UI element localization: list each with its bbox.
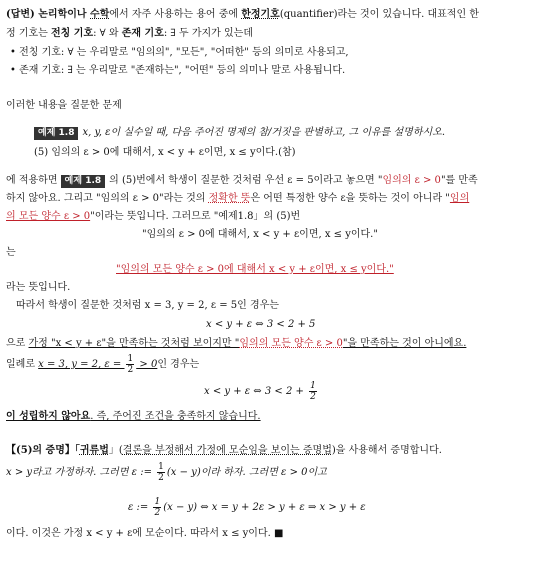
proof-text: (x − y)이라 하자. 그러면 ε > 0이고 — [166, 467, 327, 478]
intro-text: 에서 자주 사용하는 용어 중에 — [109, 9, 242, 20]
body-line-example: 따라서 학생이 질문한 것처럼 x = 3, y = 2, ε = 5인 경우는 — [16, 300, 279, 311]
body-line-1 — [6, 174, 478, 188]
highlight-text: 정확한 뜻 — [208, 193, 251, 204]
body-text-neun: 는 — [6, 247, 16, 258]
body-line-3 — [6, 210, 300, 224]
question-text: x, y, ε이 실수일 때, 다음 주어진 명제의 참/거짓을 판별하고, 그 이유를 설명하시오. — [82, 127, 446, 138]
example-badge: 예제 1.8 — [34, 127, 78, 140]
intro-text: 정 기호는 — [6, 28, 51, 39]
body-line-instance — [6, 354, 199, 376]
intro-line-1 — [6, 8, 479, 22]
highlight-text: 의 모든 양수 ε > 0 — [6, 211, 91, 222]
body-text: )을 사용해서 증명합니다. — [331, 445, 442, 456]
underline-text: x = 3, y = 2, ε = — [38, 359, 125, 370]
body-line-assumption — [6, 337, 466, 351]
proof-equation — [128, 496, 366, 520]
intro-line-2 — [6, 27, 253, 41]
body-text: "를 만족 — [440, 175, 478, 186]
existential-term: 존재 기호 — [121, 28, 164, 39]
body-text: 」( — [108, 445, 123, 456]
highlight-text: 임의의 모든 양수 ε > 0 — [239, 338, 343, 349]
body-text: 하지 않아요. 그리고 "임의의 ε > 0"라는 것의 — [6, 193, 209, 204]
frac-num: 1 — [158, 462, 164, 472]
fraction-half — [153, 497, 161, 518]
answer-label: (답변) 논리학이나 — [6, 9, 91, 20]
question-line-1 — [34, 126, 445, 140]
proof-text: x > y라고 가정하자. 그러면 ε := — [6, 467, 156, 478]
equation-text: (x − y) ⇔ x = y + 2ε > y + ε ⇒ x > y + ε — [163, 502, 366, 513]
intro-text: : ∃ 두 가지가 있는데 — [163, 28, 253, 39]
bold-underline-text: 이 성립하지 않아요 — [6, 411, 91, 422]
frac-num: 1 — [154, 497, 161, 507]
frac-den: 2 — [310, 392, 316, 402]
equation-2 — [204, 380, 319, 404]
underline-text: "을 만족하는 것이 아니에요. — [342, 338, 467, 349]
example-badge-inline: 예제 1.8 — [61, 175, 105, 188]
underline-text: > 0 — [136, 359, 158, 370]
proof-label: 【(5)의 증명】「 — [6, 445, 80, 456]
body-text: 은 어떤 특정한 양수 ε을 뜻하는 것이 아니라 " — [250, 193, 450, 204]
frac-den: 2 — [127, 365, 134, 375]
body-line-2 — [6, 192, 469, 206]
highlight-text: 임의의 ε > 0 — [382, 175, 441, 186]
proof-conclusion: 이다. 이것은 가정 x < y + ε에 모순이다. 따라서 x ≤ y이다. ■ — [6, 528, 284, 539]
equation-text: x < y + ε ⇔ 3 < 2 + — [204, 386, 308, 397]
universal-term: 전칭 기호 — [51, 28, 94, 39]
body-text: 인 경우는 — [157, 359, 200, 370]
contradiction-desc: 결론을 부정해서 가정에 모순임을 보이는 증명법 — [122, 445, 332, 456]
equation-1: x < y + ε ⇔ 3 < 2 + 5 — [206, 319, 316, 330]
bullet-existential: • 존재 기호: ∃ 는 우리말로 "존재하는", "어떤" 등의 의미나 말로 사용됩니다. — [10, 65, 346, 76]
proof-heading — [6, 444, 442, 458]
conclusion-line — [6, 410, 261, 424]
frac-num: 1 — [310, 381, 316, 391]
question-line-2: (5) 임의의 ε > 0에 대해서, x < y + ε이면, x ≤ y이다.(참) — [34, 147, 296, 158]
bullet-universal: • 전칭 기호: ∀ 는 우리말로 "임의의", "모든", "어떠한" 등의 의미로 사용되고, — [10, 47, 349, 58]
underline-text: 가정 "x < y + ε"을 만족하는 것처럼 보이지만 " — [28, 338, 240, 349]
fraction-half — [157, 462, 165, 483]
body-text-meaning: 라는 뜻입니다. — [6, 282, 71, 293]
question-heading: 이러한 내용을 질문한 문제 — [6, 100, 122, 111]
frac-den: 2 — [154, 508, 161, 518]
quantifier-term: 한정기호 — [241, 9, 280, 20]
body-text: 으로 — [6, 338, 29, 349]
math-word: 수학 — [90, 9, 110, 20]
body-text: 의 (5)번에서 학생이 질문한 것처럼 우선 ε = 5이라고 놓으면 " — [109, 175, 383, 186]
quoted-statement-red: "임의의 모든 양수 ε > 0에 대해서 x < y + ε이면, x ≤ y이다." — [116, 264, 394, 275]
body-text: "이라는 뜻입니다. 그러므로 "예제1.8」의 (5)번 — [90, 211, 301, 222]
body-text: 일례로 — [6, 359, 39, 370]
intro-text: (quantifier)라는 것이 있습니다. 대표적인 한 — [279, 9, 479, 20]
intro-text: : ∀ 와 — [93, 28, 122, 39]
frac-den: 2 — [158, 473, 164, 483]
proof-line-1 — [6, 462, 327, 484]
quoted-statement: "임의의 ε > 0에 대해서, x < y + ε이면, x ≤ y이다." — [142, 229, 378, 240]
equation-text: ε := — [128, 502, 152, 513]
fraction-half — [126, 354, 134, 375]
fraction-half — [309, 381, 317, 402]
underline-text: . 즉, 주어진 조건을 충족하지 않습니다. — [90, 411, 261, 422]
frac-num: 1 — [127, 354, 134, 364]
contradiction-term: 귀류법 — [79, 445, 109, 456]
body-text: 에 적용하면 — [6, 175, 61, 186]
highlight-text: 임의 — [449, 193, 470, 204]
